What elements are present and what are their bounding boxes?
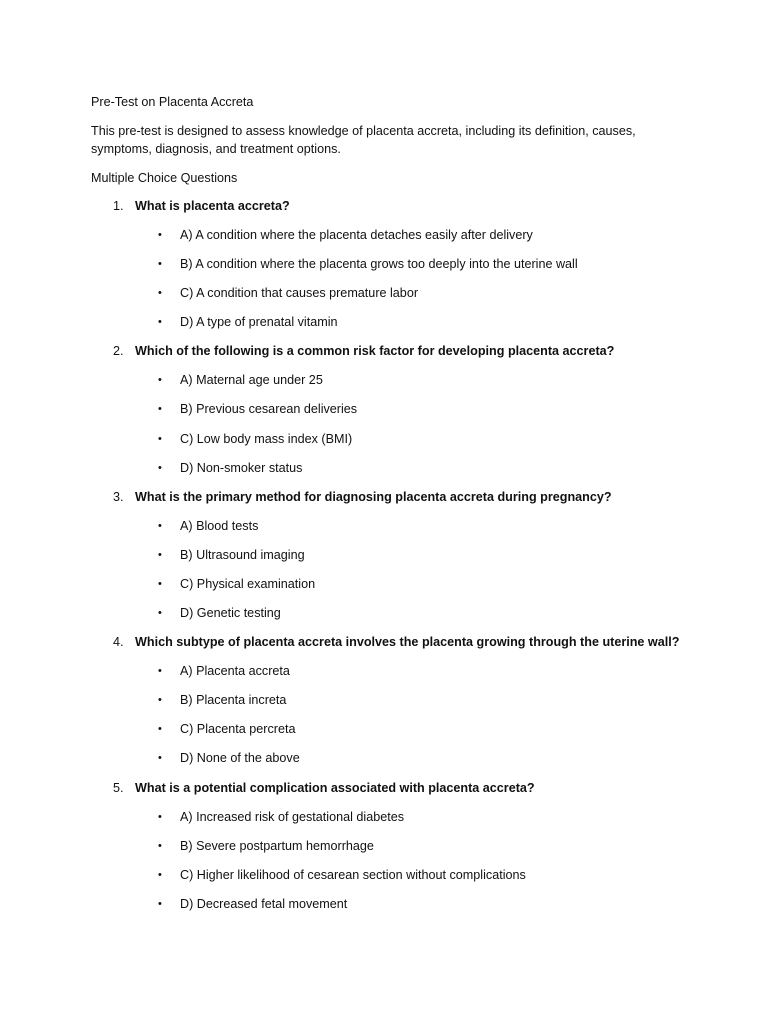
question-item xyxy=(91,488,691,623)
bullet-icon: • xyxy=(158,665,162,678)
question-text: What is placenta accreta? xyxy=(135,199,290,213)
bullet-icon: • xyxy=(158,229,162,241)
answer-option-text: A) Placenta accreta xyxy=(180,664,290,679)
question-number: 3. xyxy=(113,489,124,504)
bullet-icon: • xyxy=(158,839,162,852)
answer-option-text: C) A condition that causes premature labor xyxy=(180,286,419,301)
answer-option xyxy=(91,400,691,419)
answer-option xyxy=(91,575,691,594)
question-item xyxy=(91,197,691,332)
bullet-icon: • xyxy=(158,403,162,416)
answer-option-text: C) Placenta percreta xyxy=(180,722,296,737)
answer-option-text: D) A type of prenatal vitamin xyxy=(180,315,338,330)
answer-option xyxy=(91,749,691,768)
question-header xyxy=(91,342,691,361)
question-number: 2. xyxy=(113,344,124,359)
answer-option-text: B) Ultrasound imaging xyxy=(180,547,305,562)
document-body xyxy=(91,93,691,924)
question-text: Which of the following is a common risk factor for developing placenta accreta? xyxy=(135,344,615,359)
answer-option xyxy=(91,546,691,565)
bullet-icon: • xyxy=(158,432,162,445)
question-item xyxy=(91,342,691,477)
answer-option xyxy=(91,691,691,710)
answer-option xyxy=(91,837,691,856)
answer-option-text: D) Non-smoker status xyxy=(180,460,303,475)
answer-option-list xyxy=(91,226,691,332)
answer-option xyxy=(91,284,691,303)
answer-option-text: A) Maternal age under 25 xyxy=(180,373,323,388)
question-item xyxy=(91,779,691,914)
answer-option-list xyxy=(91,808,691,914)
answer-option xyxy=(91,808,691,827)
answer-option xyxy=(91,226,691,245)
section-heading: Multiple Choice Questions xyxy=(91,170,238,185)
answer-option-text: C) Physical examination xyxy=(180,576,316,591)
document-title: Pre-Test on Placenta Accreta xyxy=(91,95,254,109)
question-item xyxy=(91,633,691,768)
bullet-icon: • xyxy=(158,723,162,736)
answer-option-list xyxy=(91,371,691,477)
answer-option-text: A) Blood tests xyxy=(180,518,259,533)
question-text: Which subtype of placenta accreta involves the placenta growing through the uterine wall? xyxy=(135,635,680,650)
answer-option-text: A) A condition where the placenta detaches easily after delivery xyxy=(180,228,533,242)
answer-option-text: D) Genetic testing xyxy=(180,606,281,621)
answer-option xyxy=(91,604,691,623)
bullet-icon: • xyxy=(158,258,162,271)
bullet-icon: • xyxy=(158,519,162,532)
answer-option-text: B) Placenta increta xyxy=(180,693,287,708)
answer-option xyxy=(91,720,691,739)
bullet-icon: • xyxy=(158,287,162,300)
bullet-icon: • xyxy=(158,577,162,590)
question-number: 4. xyxy=(113,635,124,650)
question-header xyxy=(91,488,691,507)
answer-option xyxy=(91,371,691,390)
answer-option-text: C) Low body mass index (BMI) xyxy=(180,431,353,446)
intro-line-2: symptoms, diagnosis, and treatment options. xyxy=(91,142,341,156)
bullet-icon: • xyxy=(158,548,162,561)
bullet-icon: • xyxy=(158,694,162,707)
intro-line-1: This pre-test is designed to assess knowledge of placenta accreta, including its definition, causes, xyxy=(91,123,636,138)
answer-option xyxy=(91,895,691,914)
bullet-icon: • xyxy=(158,374,162,387)
bullet-icon: • xyxy=(158,316,162,329)
answer-option xyxy=(91,430,691,449)
answer-option xyxy=(91,662,691,681)
bullet-icon: • xyxy=(158,868,162,881)
bullet-icon: • xyxy=(158,810,162,823)
answer-option xyxy=(91,517,691,536)
answer-option-text: D) Decreased fetal movement xyxy=(180,896,348,911)
question-text: What is the primary method for diagnosing placenta accreta during pregnancy? xyxy=(135,489,612,504)
question-list xyxy=(91,197,691,913)
answer-option-list xyxy=(91,517,691,623)
bullet-icon: • xyxy=(158,752,162,765)
answer-option-text: D) None of the above xyxy=(180,751,300,766)
answer-option-list xyxy=(91,662,691,768)
question-number: 1. xyxy=(113,199,124,213)
bullet-icon: • xyxy=(158,607,162,620)
question-number: 5. xyxy=(113,780,124,795)
answer-option-text: C) Higher likelihood of cesarean section without complications xyxy=(180,867,526,882)
intro-paragraph xyxy=(91,122,651,159)
answer-option-text: B) A condition where the placenta grows too deeply into the uterine wall xyxy=(180,257,578,272)
answer-option xyxy=(91,866,691,885)
bullet-icon: • xyxy=(158,461,162,474)
question-header xyxy=(91,197,691,216)
answer-option-text: B) Previous cesarean deliveries xyxy=(180,402,358,417)
bullet-icon: • xyxy=(158,897,162,910)
answer-option xyxy=(91,255,691,274)
question-header xyxy=(91,633,691,652)
answer-option-text: A) Increased risk of gestational diabetes xyxy=(180,809,405,824)
question-header xyxy=(91,779,691,798)
answer-option xyxy=(91,459,691,478)
question-text: What is a potential complication associated with placenta accreta? xyxy=(135,780,535,795)
answer-option-text: B) Severe postpartum hemorrhage xyxy=(180,838,374,853)
answer-option xyxy=(91,313,691,332)
